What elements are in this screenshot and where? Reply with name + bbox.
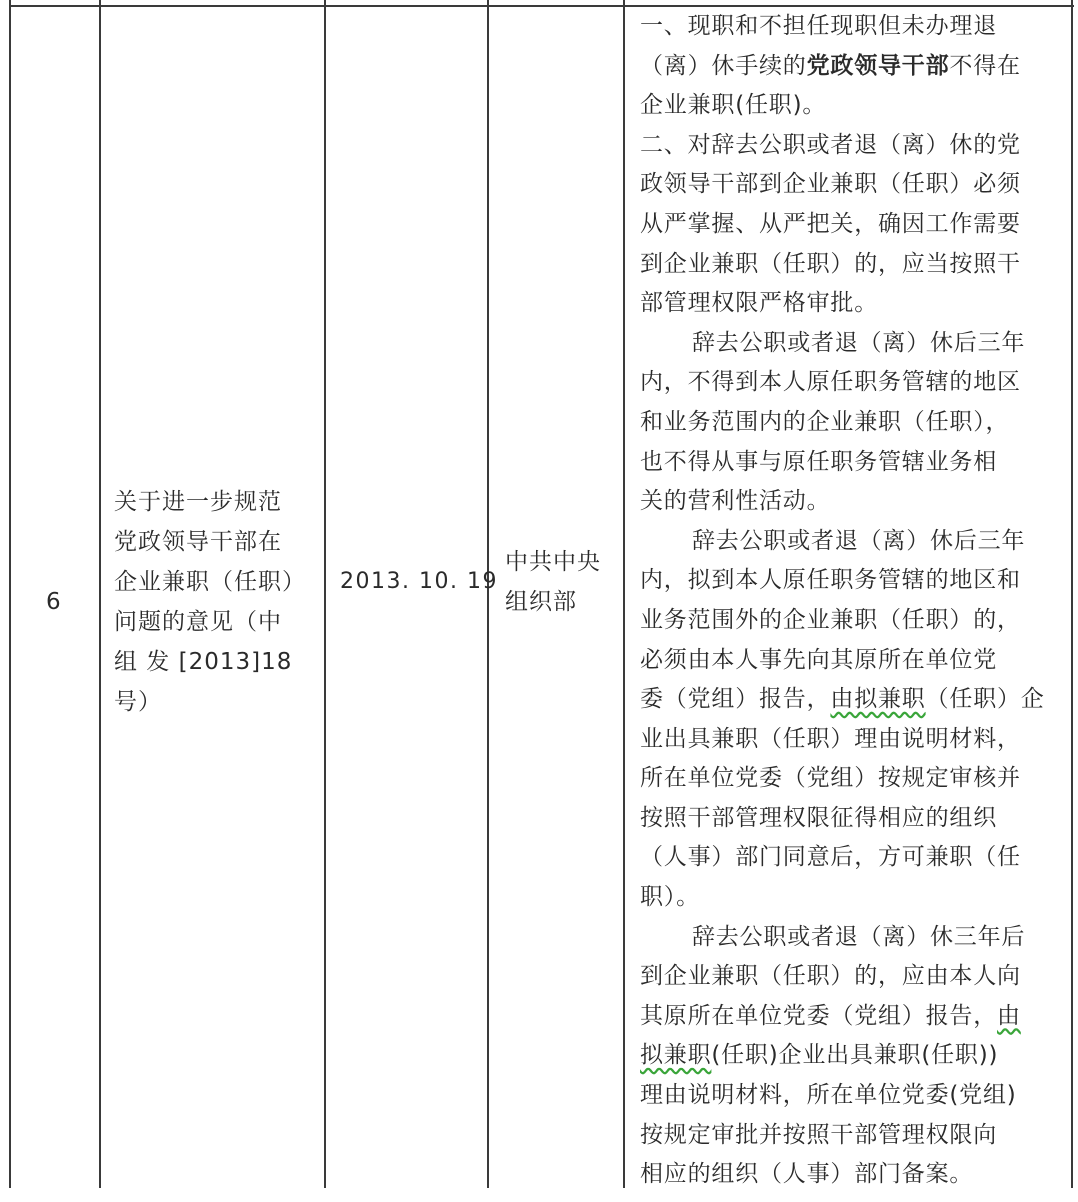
title-line: 企业兼职（任职） xyxy=(114,569,306,595)
content-text: 委（党组）报告， xyxy=(640,686,831,713)
column-divider-1 xyxy=(99,0,101,1188)
content-line: 辞去公职或者退（离）休后三年 xyxy=(692,527,1026,554)
title-line: 关于进一步规范 xyxy=(114,489,282,515)
content-text: 不得在 xyxy=(949,52,1021,79)
title-line: 问题的意见（中 xyxy=(114,609,282,635)
content-line: 到企业兼职（任职）的，应由本人向 xyxy=(640,963,1021,990)
content-text: （任职）企 xyxy=(925,686,1045,713)
content-line: 一、现职和不担任现职但未办理退 xyxy=(640,13,997,39)
table-left-border xyxy=(9,0,11,1188)
grammar-underlined-text: 拟兼职 xyxy=(640,1042,712,1069)
issue-date: 2013. 10. 19 xyxy=(340,569,498,594)
content-text: (任职)企业出具兼职(任职)) xyxy=(711,1042,999,1069)
content-line: 按照干部管理权限征得相应的组织 xyxy=(640,804,997,831)
content-line: 所在单位党委（党组）按规定审核并 xyxy=(640,765,1021,792)
content-line: （人事）部门同意后，方可兼职（任 xyxy=(640,844,1021,871)
content-line: 内，拟到本人原任职务管辖的地区和 xyxy=(640,567,1021,594)
issuing-authority xyxy=(505,542,601,622)
table-right-border xyxy=(1071,0,1073,1188)
content-line: 业出具兼职（任职）理由说明材料， xyxy=(640,725,1021,752)
title-line: 组 发 [2013]18 xyxy=(114,649,293,675)
content-line xyxy=(640,680,1045,720)
title-line: 号） xyxy=(114,689,162,715)
content-line: 二、对辞去公职或者退（离）休的党 xyxy=(640,131,1021,158)
document-title xyxy=(114,482,306,722)
grammar-underlined-text: 由 xyxy=(997,1002,1021,1029)
content-line: 业务范围外的企业兼职（任职）的， xyxy=(640,606,1021,633)
content-line: 部管理权限严格审批。 xyxy=(640,290,878,317)
grammar-underlined-text: 由拟兼职 xyxy=(830,686,926,713)
content-line: 职）。 xyxy=(640,884,700,911)
issuer-line: 组织部 xyxy=(505,589,577,615)
content-line xyxy=(640,47,1045,87)
content-line: 必须由本人事先向其原所在单位党 xyxy=(640,646,997,673)
row-number: 6 xyxy=(46,589,62,615)
content-line: 相应的组织（人事）部门备案。 xyxy=(640,1161,974,1188)
content-line: 政领导干部到企业兼职（任职）必须 xyxy=(640,171,1021,198)
content-line: 理由说明材料，所在单位党委(党组) xyxy=(640,1082,1017,1109)
column-divider-4 xyxy=(623,0,625,1188)
content-line: 内，不得到本人原任职务管辖的地区 xyxy=(640,369,1021,396)
regulation-content xyxy=(640,7,1045,1195)
content-text: （离）休手续的 xyxy=(640,52,807,79)
content-line: 辞去公职或者退（离）休三年后 xyxy=(692,923,1026,950)
issuer-line: 中共中央 xyxy=(505,549,601,575)
content-line: 企业兼职(任职)。 xyxy=(640,92,827,119)
content-line: 到企业兼职（任职）的，应当按照干 xyxy=(640,250,1021,277)
content-text: 其原所在单位党委（党组）报告， xyxy=(640,1002,997,1029)
content-line xyxy=(640,1036,1045,1076)
content-line: 和业务范围内的企业兼职（任职）， xyxy=(640,408,1010,435)
title-line: 党政领导干部在 xyxy=(114,529,282,555)
content-bold-text: 党政领导干部 xyxy=(806,52,950,79)
content-line xyxy=(640,997,1045,1037)
content-line: 辞去公职或者退（离）休后三年 xyxy=(692,329,1026,356)
content-line: 关的营利性活动。 xyxy=(640,488,831,515)
content-line: 从严掌握、从严把关，确因工作需要 xyxy=(640,210,1021,237)
column-divider-2 xyxy=(324,0,326,1188)
content-line: 也不得从事与原任职务管辖业务相 xyxy=(640,448,997,475)
content-line: 按规定审批并按照干部管理权限向 xyxy=(640,1121,997,1148)
